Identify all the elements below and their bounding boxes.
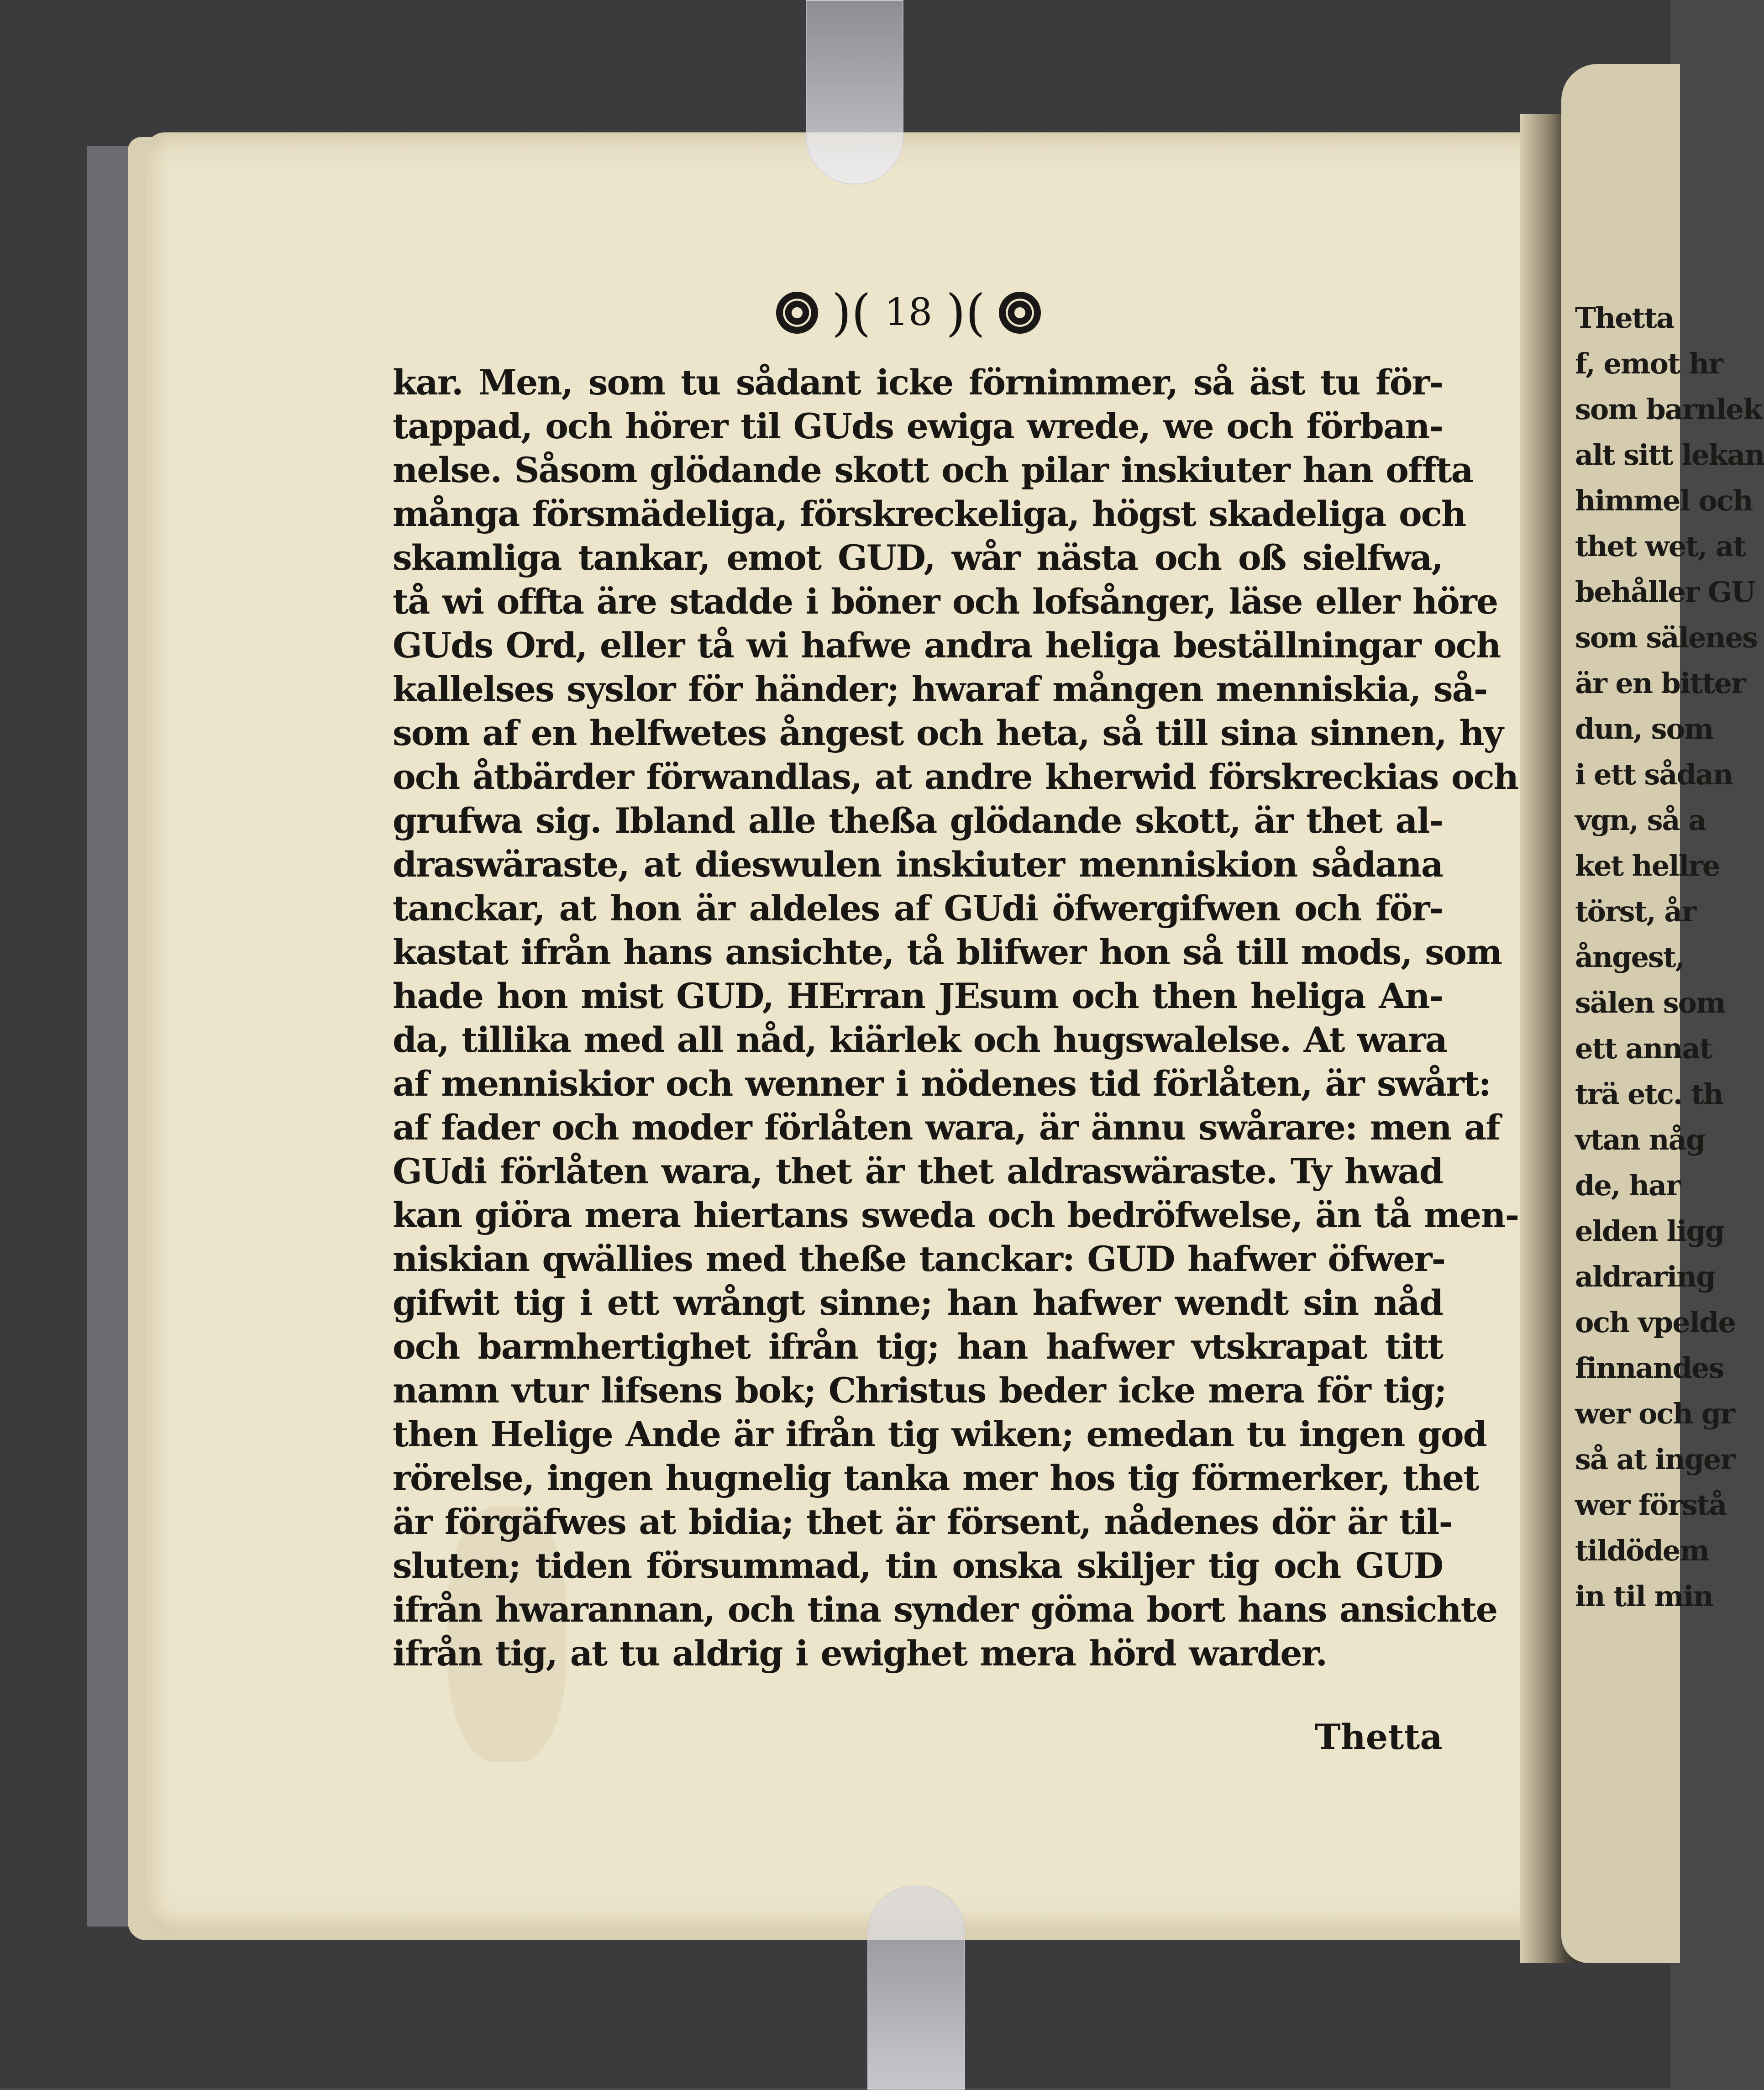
facing-line: dun, som xyxy=(1575,712,1713,746)
text-line: är förgäfwes at bidia; thet är försent, nådenes dör är til- xyxy=(393,1502,1453,1542)
facing-line: de, har xyxy=(1575,1169,1680,1202)
text-line: kallelses syslor för händer; hwaraf mången menniskia, så- xyxy=(393,669,1487,709)
page-header xyxy=(758,278,1059,347)
text-line: kastat ifrån hans ansichte, tå blifwer hon så till mods, som xyxy=(393,932,1502,972)
facing-line: wer förstå xyxy=(1575,1488,1727,1522)
body-text xyxy=(393,361,1519,1675)
text-line: hade hon mist GUD, HErran JEsum och then heliga An- xyxy=(393,976,1443,1016)
text-line: tanckar, at hon är aldeles af GUdi öfwergifwen och för- xyxy=(393,888,1443,929)
facing-line: aldraring xyxy=(1575,1260,1715,1293)
facing-line: som barnlek xyxy=(1575,393,1762,426)
facing-line: Thetta xyxy=(1575,301,1674,335)
text-line: nelse. Såsom glödande skott och pilar inskiuter han offta xyxy=(393,450,1473,490)
text-line: ifrån hwarannan, och tina synder göma bort hans ansichte xyxy=(393,1589,1497,1630)
flower-ornament-right-icon xyxy=(999,292,1041,334)
text-line: GUdi förlåten wara, thet är thet aldraswäraste. Ty hwad xyxy=(393,1151,1443,1192)
text-line: ifrån tig, at tu aldrig i ewighet mera hörd warder. xyxy=(393,1633,1327,1674)
page-clip-top xyxy=(806,0,903,184)
header-bracket-left: )( xyxy=(831,284,871,342)
facing-line: vgn, så a xyxy=(1575,803,1706,837)
text-line: många försmädeliga, förskreckeliga, högst skadeliga och xyxy=(393,494,1466,534)
text-line: rörelse, ingen hugnelig tanka mer hos tig förmerker, thet xyxy=(393,1458,1479,1498)
facing-line: behåller GU xyxy=(1575,575,1755,609)
text-line: kar. Men, som tu sådant icke förnimmer, så äst tu för- xyxy=(393,362,1443,403)
text-line: grufwa sig. Ibland alle theßa glödande skott, är thet al- xyxy=(393,800,1443,841)
catchword: Thetta xyxy=(1315,1717,1443,1757)
facing-line: tildödem xyxy=(1575,1534,1709,1567)
facing-page xyxy=(1561,64,1764,1963)
text-line: tå wi offta äre stadde i böner och lofsånger, läse eller höre xyxy=(393,581,1498,622)
text-line: GUds Ord, eller tå wi hafwe andra heliga beställningar och xyxy=(393,625,1501,666)
facing-line: är en bitter xyxy=(1575,667,1745,700)
facing-line: sälen som xyxy=(1575,986,1725,1019)
page-number: 18 xyxy=(884,291,933,334)
text-line: sluten; tiden försummad, tin onska skiljer tig och GUD xyxy=(393,1545,1443,1586)
text-line: och barmhertighet ifrån tig; han hafwer vtskrapat titt xyxy=(393,1326,1443,1367)
facing-line: vtan någ xyxy=(1575,1123,1705,1156)
text-line: da, tillika med all nåd, kiärlek och hugswalelse. At wara xyxy=(393,1019,1447,1060)
facing-line: ångest, xyxy=(1575,940,1685,974)
facing-line: i ett sådan xyxy=(1575,758,1733,791)
facing-line: wer och gr xyxy=(1575,1397,1734,1430)
text-line: tappad, och hörer til GUds ewiga wrede, we och förban- xyxy=(393,406,1443,446)
text-line: skamliga tankar, emot GUD, wår nästa och oß sielfwa, xyxy=(393,537,1443,578)
text-line: then Helige Ande är ifrån tig wiken; emedan tu ingen god xyxy=(393,1414,1486,1455)
text-line: af fader och moder förlåten wara, är ännu swårare: men af xyxy=(393,1107,1500,1148)
facing-line: trä etc. th xyxy=(1575,1077,1723,1111)
facing-line: in til min xyxy=(1575,1580,1713,1613)
text-line: namn vtur lifsens bok; Christus beder icke mera för tig; xyxy=(393,1370,1446,1411)
facing-line: himmel och xyxy=(1575,484,1753,517)
facing-line: törst, år xyxy=(1575,895,1696,928)
facing-line: finnandes xyxy=(1575,1351,1724,1385)
facing-line: ket hellre xyxy=(1575,849,1720,882)
facing-line: elden ligg xyxy=(1575,1214,1724,1248)
text-line: niskian qwällies med theße tanckar: GUD hafwer öfwer- xyxy=(393,1239,1445,1279)
text-line: draswäraste, at dieswulen inskiuter menniskion sådana xyxy=(393,844,1443,885)
text-line: af menniskior och wenner i nödenes tid förlåten, är swårt: xyxy=(393,1063,1491,1104)
text-line: gifwit tig i ett wrångt sinne; han hafwer wendt sin nåd xyxy=(393,1282,1443,1323)
page-clip-bottom xyxy=(867,1885,965,2090)
header-bracket-right: )( xyxy=(946,284,986,342)
text-line: och åtbärder förwandlas, at andre kherwid förskreckias och xyxy=(393,756,1518,797)
facing-line: thet wet, at xyxy=(1575,530,1745,563)
flower-ornament-left-icon xyxy=(776,292,818,334)
text-line: kan giöra mera hiertans sweda och bedröfwelse, än tå men- xyxy=(393,1195,1519,1235)
facing-line: alt sitt lekan xyxy=(1575,438,1764,472)
facing-line: så at inger xyxy=(1575,1443,1735,1476)
facing-line: f, emot hr xyxy=(1575,347,1722,380)
facing-line: ett annat xyxy=(1575,1032,1712,1065)
facing-line: och vpelde xyxy=(1575,1306,1735,1339)
text-line: som af en helfwetes ångest och heta, så till sina sinnen, hy xyxy=(393,713,1503,753)
facing-line: som sälenes xyxy=(1575,621,1757,654)
